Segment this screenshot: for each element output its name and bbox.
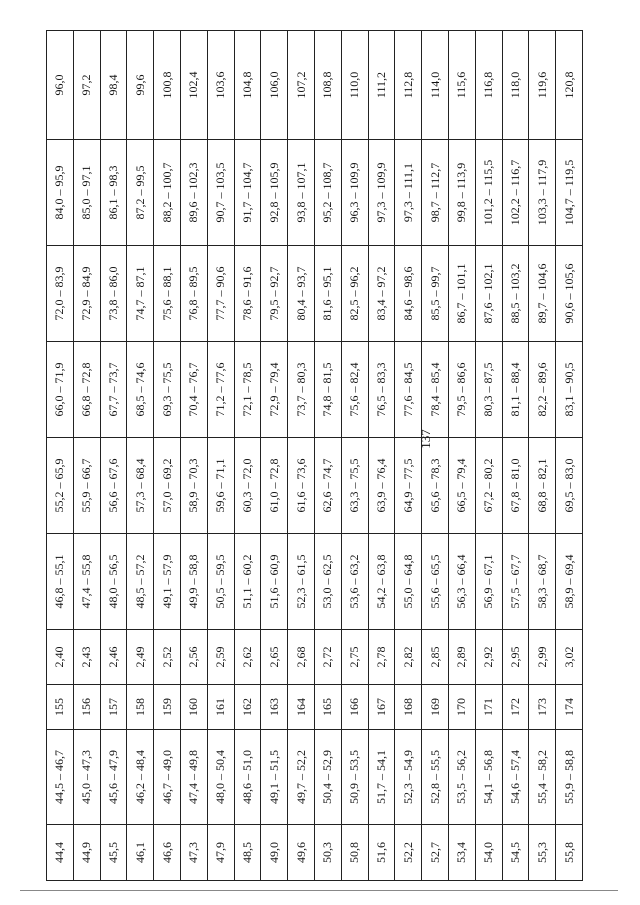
table-cell: 114,0: [422, 31, 449, 140]
table-cell: 62,6 – 74,7: [314, 438, 341, 534]
table-cell: 100,8: [154, 31, 181, 140]
table-cell: 166: [341, 685, 368, 730]
table-cell: 73,8 – 86,0: [100, 246, 127, 342]
table-cell: 167: [368, 685, 395, 730]
table-cell: 54,1 – 56,8: [475, 730, 502, 825]
table-cell: 67,7 – 73,7: [100, 342, 127, 438]
table-cell: 2,68: [288, 630, 315, 685]
table-row: [100, 31, 127, 881]
table-cell: 162: [234, 685, 261, 730]
table-cell: 169: [422, 685, 449, 730]
table-row: [556, 31, 583, 881]
table-row: [288, 31, 315, 881]
table-cell: 55,4 – 58,2: [529, 730, 556, 825]
table-cell: 55,8: [556, 825, 583, 881]
table-cell: 2,49: [127, 630, 154, 685]
table-cell: 163: [261, 685, 288, 730]
table-cell: 99,8 – 113,9: [448, 140, 475, 246]
table-cell: 54,6 – 57,4: [502, 730, 529, 825]
table-cell: 3,02: [556, 630, 583, 685]
table-cell: 102,2 – 116,7: [502, 140, 529, 246]
table-cell: 48,0 – 50,4: [207, 730, 234, 825]
table-cell: 70,4 – 76,7: [180, 342, 207, 438]
table-cell: 72,9 – 79,4: [261, 342, 288, 438]
table-row: [448, 31, 475, 881]
table-cell: 2,72: [314, 630, 341, 685]
table-cell: 92,8 – 105,9: [261, 140, 288, 246]
table-cell: 106,0: [261, 31, 288, 140]
table-cell: 174: [556, 685, 583, 730]
table-cell: 78,6 – 91,6: [234, 246, 261, 342]
table-cell: 2,78: [368, 630, 395, 685]
table-cell: 2,43: [73, 630, 100, 685]
table-cell: 64,9 – 77,5: [395, 438, 422, 534]
table-cell: 72,9 – 84,9: [73, 246, 100, 342]
page-number: 137: [418, 429, 433, 449]
table-cell: 96,0: [47, 31, 74, 140]
table-cell: 93,8 – 107,1: [288, 140, 315, 246]
table-cell: 110,0: [341, 31, 368, 140]
table-cell: 107,2: [288, 31, 315, 140]
table-row: [47, 31, 74, 881]
table-cell: 77,6 – 84,5: [395, 342, 422, 438]
table-cell: 47,9: [207, 825, 234, 881]
table-cell: 87,2 – 99,5: [127, 140, 154, 246]
table-cell: 81,6 – 95,1: [314, 246, 341, 342]
table-cell: 46,2 – 48,4: [127, 730, 154, 825]
table-cell: 50,9 – 53,5: [341, 730, 368, 825]
table-cell: 83,1 – 90,5: [556, 342, 583, 438]
table-cell: 56,9 – 67,1: [475, 534, 502, 630]
table-cell: 75,6 – 82,4: [341, 342, 368, 438]
table-cell: 80,3 – 87,5: [475, 342, 502, 438]
table-cell: 53,5 – 56,2: [448, 730, 475, 825]
table-cell: 171: [475, 685, 502, 730]
table-cell: 161: [207, 685, 234, 730]
table-cell: 55,9 – 66,7: [73, 438, 100, 534]
table-row: [529, 31, 556, 881]
table-cell: 45,5: [100, 825, 127, 881]
table-cell: 91,7 – 104,7: [234, 140, 261, 246]
table-cell: 157: [100, 685, 127, 730]
table-cell: 52,7: [422, 825, 449, 881]
table-cell: 47,4 – 55,8: [73, 534, 100, 630]
table-cell: 57,0 – 69,2: [154, 438, 181, 534]
table-row: [368, 31, 395, 881]
table-cell: 55,0 – 64,8: [395, 534, 422, 630]
table-cell: 76,5 – 83,3: [368, 342, 395, 438]
table-cell: 90,7 – 103,5: [207, 140, 234, 246]
table-row: [73, 31, 100, 881]
table-cell: 44,9: [73, 825, 100, 881]
table-cell: 118,0: [502, 31, 529, 140]
table-cell: 172: [502, 685, 529, 730]
table-cell: 61,6 – 73,6: [288, 438, 315, 534]
table-cell: 155: [47, 685, 74, 730]
table-cell: 98,7 – 112,7: [422, 140, 449, 246]
table-cell: 49,7 – 52,2: [288, 730, 315, 825]
table-cell: 55,9 – 58,8: [556, 730, 583, 825]
table-cell: 103,6: [207, 31, 234, 140]
rotated-table-container: [46, 31, 582, 881]
table-cell: 2,89: [448, 630, 475, 685]
table-row: [127, 31, 154, 881]
table-cell: 82,5 – 96,2: [341, 246, 368, 342]
table-cell: 2,52: [154, 630, 181, 685]
table-cell: 44,4: [47, 825, 74, 881]
table-cell: 82,2 – 89,6: [529, 342, 556, 438]
table-cell: 53,4: [448, 825, 475, 881]
table-cell: 46,1: [127, 825, 154, 881]
table-cell: 54,5: [502, 825, 529, 881]
table-cell: 74,8 – 81,5: [314, 342, 341, 438]
table-body: [47, 31, 583, 881]
table-cell: 50,4 – 52,9: [314, 730, 341, 825]
table-row: [180, 31, 207, 881]
table-cell: 51,6: [368, 825, 395, 881]
table-cell: 170: [448, 685, 475, 730]
table-cell: 111,2: [368, 31, 395, 140]
table-cell: 96,3 – 109,9: [341, 140, 368, 246]
table-cell: 45,6 – 47,9: [100, 730, 127, 825]
table-cell: 49,1 – 51,5: [261, 730, 288, 825]
table-cell: 2,40: [47, 630, 74, 685]
table-cell: 72,0 – 83,9: [47, 246, 74, 342]
table-cell: 49,6: [288, 825, 315, 881]
table-cell: 57,5 – 67,7: [502, 534, 529, 630]
table-cell: 52,8 – 55,5: [422, 730, 449, 825]
table-cell: 75,6 – 88,1: [154, 246, 181, 342]
table-cell: 52,3 – 54,9: [395, 730, 422, 825]
table-cell: 48,6 – 51,0: [234, 730, 261, 825]
table-cell: 49,9 – 58,8: [180, 534, 207, 630]
table-cell: 49,1 – 57,9: [154, 534, 181, 630]
table-cell: 73,7 – 80,3: [288, 342, 315, 438]
table-row: [395, 31, 422, 881]
table-cell: 89,7 – 104,6: [529, 246, 556, 342]
table-cell: 45,0 – 47,3: [73, 730, 100, 825]
table-cell: 108,8: [314, 31, 341, 140]
table-cell: 102,4: [180, 31, 207, 140]
table-cell: 71,2 – 77,6: [207, 342, 234, 438]
table-cell: 112,8: [395, 31, 422, 140]
table-cell: 46,6: [154, 825, 181, 881]
table-cell: 2,59: [207, 630, 234, 685]
table-cell: 56,3 – 66,4: [448, 534, 475, 630]
table-cell: 51,6 – 60,9: [261, 534, 288, 630]
table-cell: 74,7 – 87,1: [127, 246, 154, 342]
table-cell: 51,1 – 60,2: [234, 534, 261, 630]
table-cell: 84,0 – 95,9: [47, 140, 74, 246]
table-cell: 47,4 – 49,8: [180, 730, 207, 825]
table-cell: 160: [180, 685, 207, 730]
table-cell: 159: [154, 685, 181, 730]
table-cell: 55,6 – 65,5: [422, 534, 449, 630]
table-cell: 50,3: [314, 825, 341, 881]
table-cell: 88,2 – 100,7: [154, 140, 181, 246]
table-cell: 165: [314, 685, 341, 730]
table-cell: 53,0 – 62,5: [314, 534, 341, 630]
table-cell: 76,8 – 89,5: [180, 246, 207, 342]
table-cell: 119,6: [529, 31, 556, 140]
table-cell: 104,8: [234, 31, 261, 140]
table-cell: 2,56: [180, 630, 207, 685]
table-cell: 50,5 – 59,5: [207, 534, 234, 630]
table-cell: 48,0 – 56,5: [100, 534, 127, 630]
table-cell: 120,8: [556, 31, 583, 140]
table-cell: 98,4: [100, 31, 127, 140]
table-cell: 52,3 – 61,5: [288, 534, 315, 630]
table-cell: 99,6: [127, 31, 154, 140]
table-cell: 86,7 – 101,1: [448, 246, 475, 342]
table-cell: 164: [288, 685, 315, 730]
table-cell: 116,8: [475, 31, 502, 140]
table-row: [207, 31, 234, 881]
table-cell: 54,2 – 63,8: [368, 534, 395, 630]
table-cell: 52,2: [395, 825, 422, 881]
table-cell: 85,5 – 99,7: [422, 246, 449, 342]
table-cell: 79,5 – 86,6: [448, 342, 475, 438]
table-cell: 65,6 – 78,3: [422, 438, 449, 534]
table-cell: 86,1 – 98,3: [100, 140, 127, 246]
table-cell: 77,7 – 90,6: [207, 246, 234, 342]
table-cell: 56,6 – 67,6: [100, 438, 127, 534]
table-cell: 115,6: [448, 31, 475, 140]
table-cell: 46,7 – 49,0: [154, 730, 181, 825]
table-cell: 90,6 – 105,6: [556, 246, 583, 342]
table-cell: 47,3: [180, 825, 207, 881]
table-cell: 173: [529, 685, 556, 730]
table-cell: 2,95: [502, 630, 529, 685]
table-row: [234, 31, 261, 881]
table-row: [154, 31, 181, 881]
table-cell: 44,5 – 46,7: [47, 730, 74, 825]
table-cell: 2,75: [341, 630, 368, 685]
table-cell: 85,0 – 97,1: [73, 140, 100, 246]
table-cell: 61,0 – 72,8: [261, 438, 288, 534]
table-cell: 2,65: [261, 630, 288, 685]
table-cell: 49,0: [261, 825, 288, 881]
table-row: [341, 31, 368, 881]
table-cell: 2,85: [422, 630, 449, 685]
table-cell: 63,9 – 76,4: [368, 438, 395, 534]
data-table: [46, 30, 583, 881]
table-cell: 50,8: [341, 825, 368, 881]
table-cell: 66,5 – 79,4: [448, 438, 475, 534]
table-cell: 80,4 – 93,7: [288, 246, 315, 342]
table-row: [314, 31, 341, 881]
table-cell: 69,3 – 75,5: [154, 342, 181, 438]
table-cell: 89,6 – 102,3: [180, 140, 207, 246]
table-cell: 97,3 – 109,9: [368, 140, 395, 246]
table-cell: 95,2 – 108,7: [314, 140, 341, 246]
table-row: [502, 31, 529, 881]
table-cell: 67,2 – 80,2: [475, 438, 502, 534]
bottom-rule: [20, 890, 618, 891]
table-cell: 51,7 – 54,1: [368, 730, 395, 825]
table-cell: 81,1 – 88,4: [502, 342, 529, 438]
table-cell: 97,3 – 111,1: [395, 140, 422, 246]
table-cell: 88,5 – 103,2: [502, 246, 529, 342]
table-cell: 87,6 – 102,1: [475, 246, 502, 342]
table-cell: 101,2 – 115,5: [475, 140, 502, 246]
table-cell: 103,3 – 117,9: [529, 140, 556, 246]
table-cell: 156: [73, 685, 100, 730]
table-cell: 79,5 – 92,7: [261, 246, 288, 342]
table-cell: 58,9 – 70,3: [180, 438, 207, 534]
table-cell: 53,6 – 63,2: [341, 534, 368, 630]
table-cell: 72,1 – 78,5: [234, 342, 261, 438]
table-cell: 68,8 – 82,1: [529, 438, 556, 534]
table-cell: 58,3 – 68,7: [529, 534, 556, 630]
table-cell: 83,4 – 97,2: [368, 246, 395, 342]
table-cell: 58,9 – 69,4: [556, 534, 583, 630]
table-cell: 69,5 – 83,0: [556, 438, 583, 534]
table-cell: 57,3 – 68,4: [127, 438, 154, 534]
table-cell: 168: [395, 685, 422, 730]
table-cell: 48,5 – 57,2: [127, 534, 154, 630]
table-cell: 104,7 – 119,5: [556, 140, 583, 246]
table-row: [475, 31, 502, 881]
table-cell: 46,8 – 55,1: [47, 534, 74, 630]
table-cell: 66,0 – 71,9: [47, 342, 74, 438]
table-cell: 97,2: [73, 31, 100, 140]
table-cell: 66,8 – 72,8: [73, 342, 100, 438]
table-row: [261, 31, 288, 881]
table-cell: 48,5: [234, 825, 261, 881]
table-row: [422, 31, 449, 881]
table-cell: 60,3 – 72,0: [234, 438, 261, 534]
table-cell: 2,99: [529, 630, 556, 685]
table-cell: 54,0: [475, 825, 502, 881]
table-cell: 78,4 – 85,4: [422, 342, 449, 438]
table-cell: 2,46: [100, 630, 127, 685]
table-cell: 59,6 – 71,1: [207, 438, 234, 534]
table-cell: 67,8 – 81,0: [502, 438, 529, 534]
table-cell: 84,6 – 98,6: [395, 246, 422, 342]
table-cell: 2,92: [475, 630, 502, 685]
table-cell: 55,2 – 65,9: [47, 438, 74, 534]
table-cell: 68,5 – 74,6: [127, 342, 154, 438]
table-cell: 55,3: [529, 825, 556, 881]
table-cell: 158: [127, 685, 154, 730]
table-cell: 2,82: [395, 630, 422, 685]
table-cell: 2,62: [234, 630, 261, 685]
table-cell: 63,3 – 75,5: [341, 438, 368, 534]
